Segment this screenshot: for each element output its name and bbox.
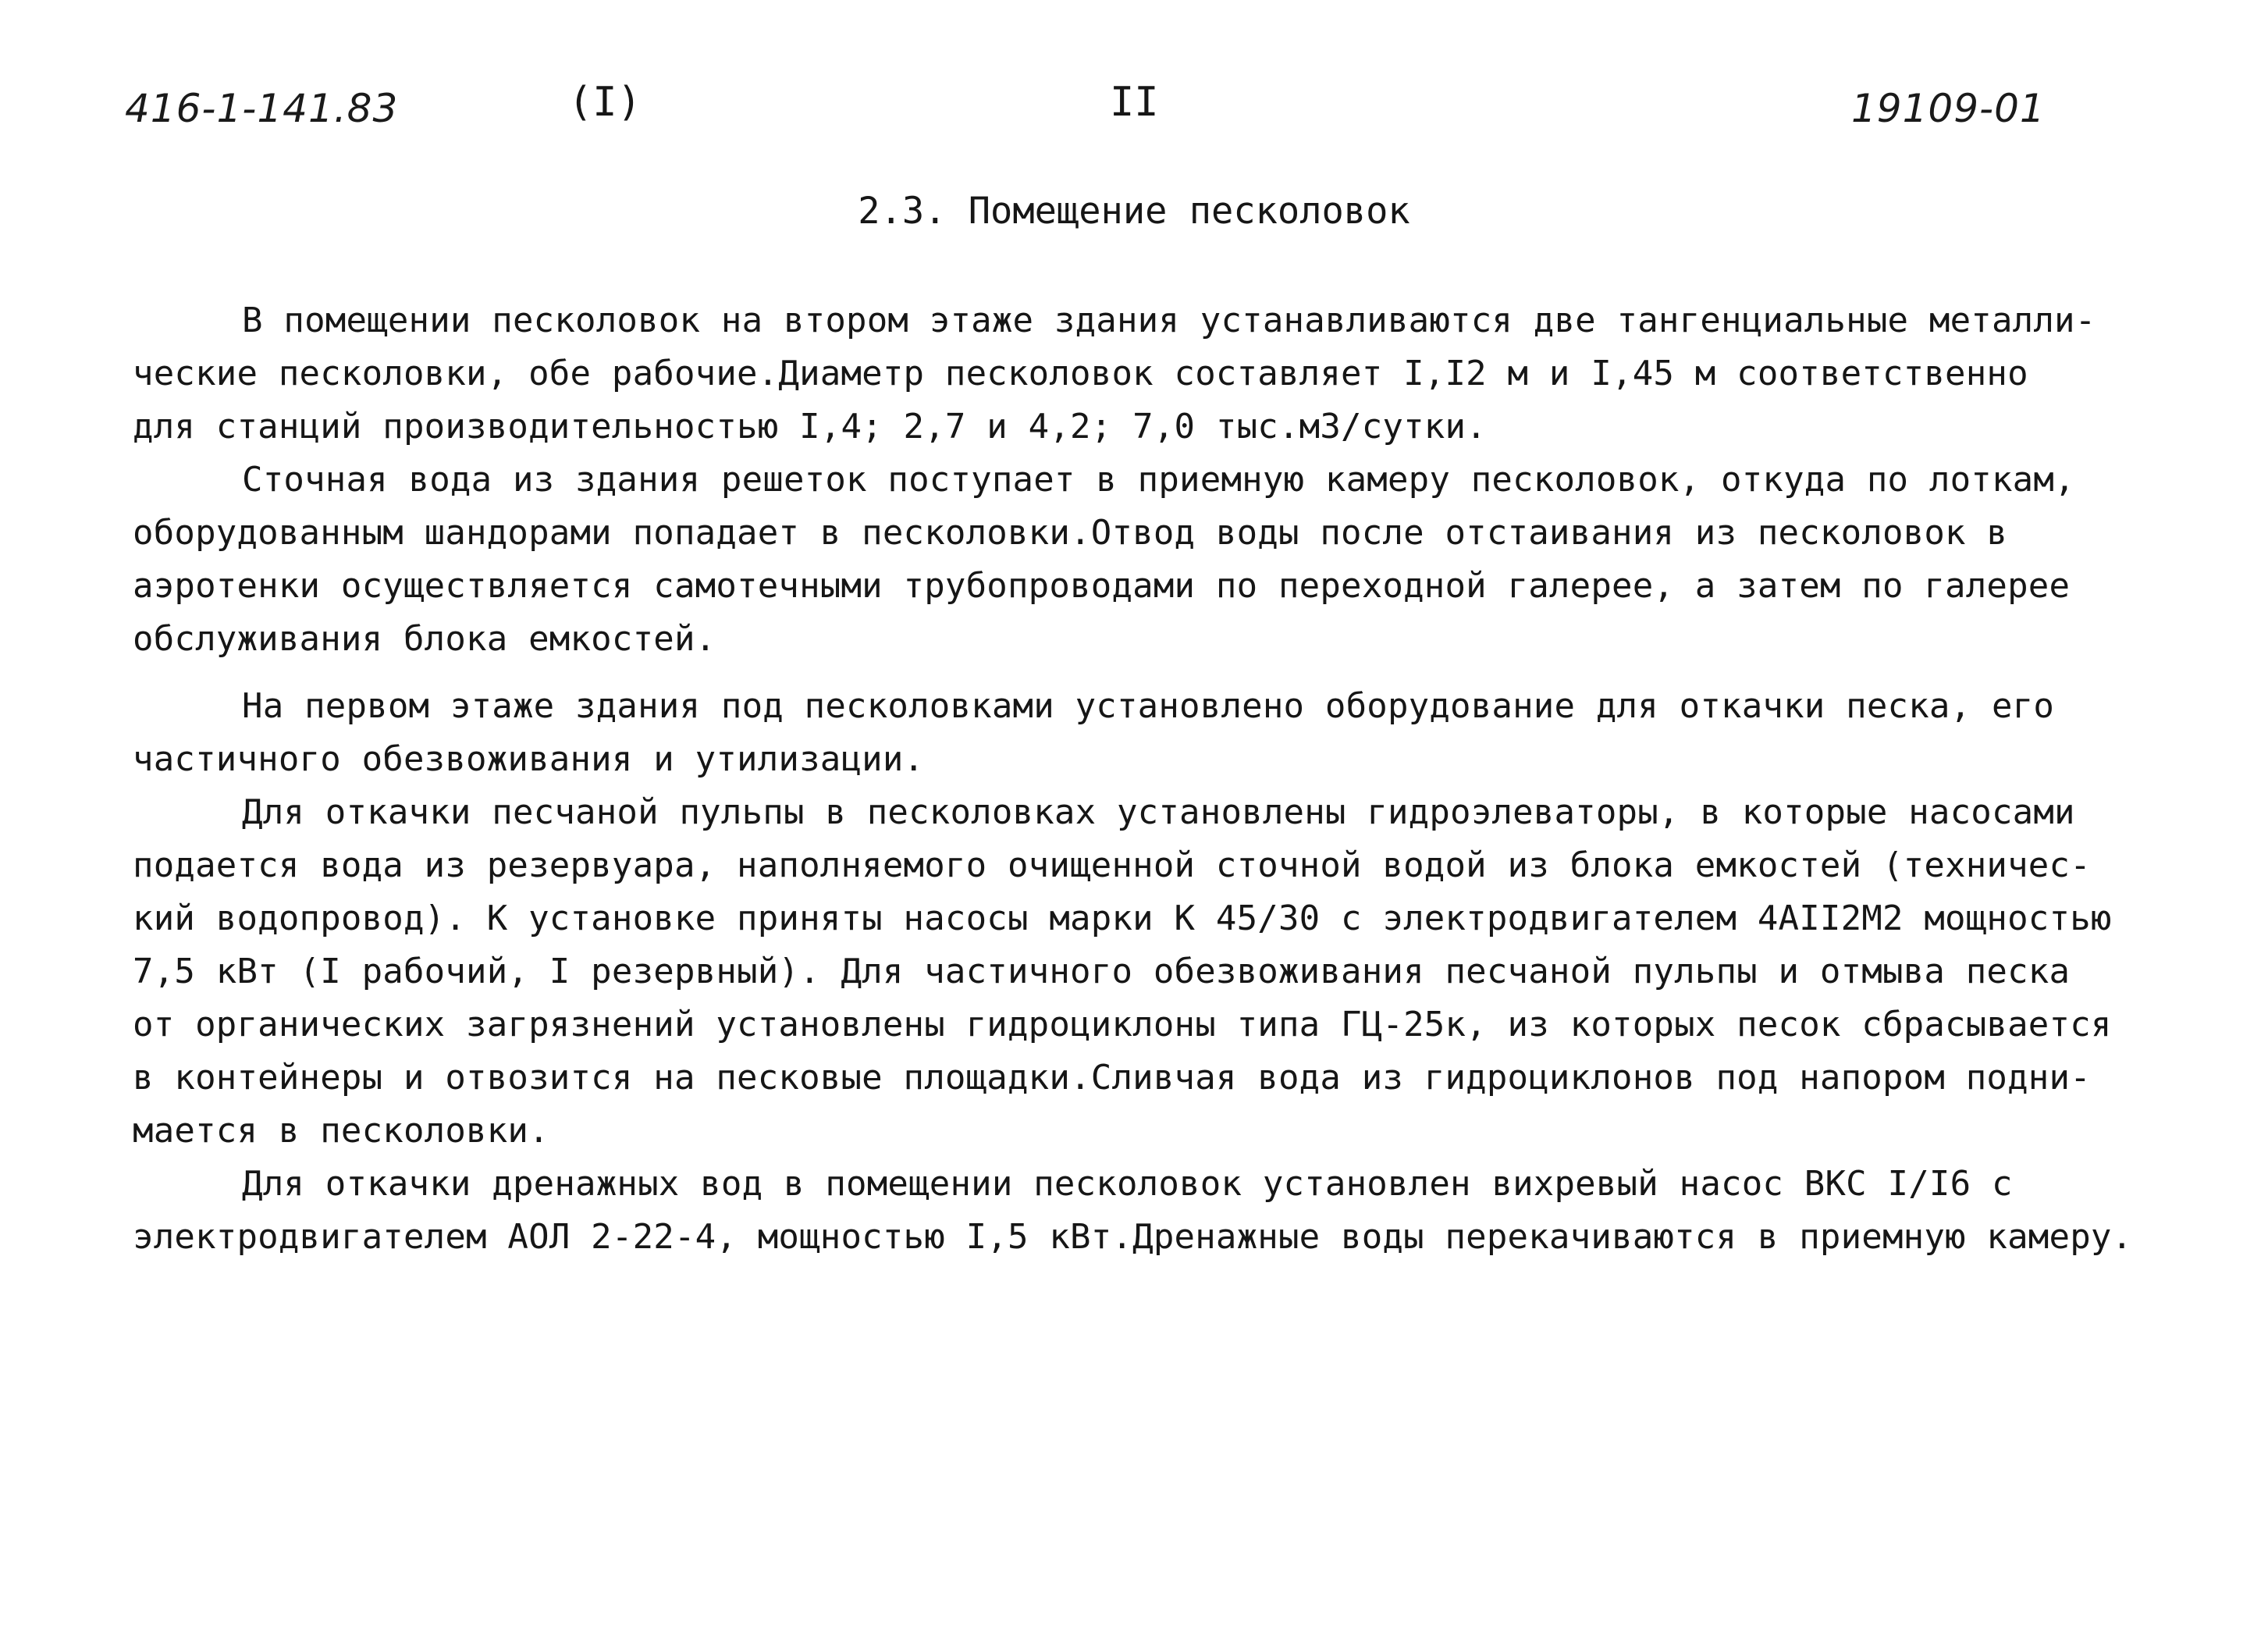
text-line: частичного обезвоживания и утилизации.	[133, 739, 925, 779]
text-line: обслуживания блока емкостей.	[133, 619, 716, 659]
inventory-number-handwritten: 19109-01	[1851, 86, 2046, 131]
text-line: На первом этаже здания под песколовками установлено оборудование для откачки песка, его	[242, 686, 2055, 726]
text-line: мается в песколовки.	[133, 1111, 549, 1151]
text-line: кий водопровод). К установке приняты насосы марки К 45/30 с электродвигателем 4АII2М2 мощностью	[133, 898, 2112, 938]
page-number: II	[1110, 79, 1159, 126]
text-line: подается вода из резервуара, наполняемого очищенной сточной водой из блока емкостей (техничес-	[133, 845, 2091, 885]
text-line: для станций производительностью I,4; 2,7 и 4,2; 7,0 тыс.м3/сутки.	[133, 407, 1487, 447]
text-line: оборудованным шандорами попадает в песколовки.Отвод воды после отстаивания из песколовок в	[133, 513, 2008, 553]
text-line: от органических загрязнений установлены гидроциклоны типа ГЦ-25к, из которых песок сбрасывается	[133, 1005, 2112, 1044]
text-line: В помещении песколовок на втором этаже здания устанавливаются две тангенциальные металли-	[242, 301, 2096, 340]
text-line: Для откачки дренажных вод в помещении песколовок установлен вихревый насос ВКС I/I6 с	[242, 1164, 2013, 1204]
text-line: аэротенки осуществляется самотечными трубопроводами по переходной галерее, а затем по галерее	[133, 566, 2071, 606]
text-line: в контейнеры и отвозится на песковые площадки.Сливчая вода из гидроциклонов под напором подни-	[133, 1058, 2091, 1098]
text-line: Сточная вода из здания решеток поступает в приемную камеру песколовок, откуда по лоткам,	[242, 460, 2075, 500]
part-number: (I)	[568, 79, 642, 126]
text-line: 7,5 кВт (I рабочий, I резервный). Для частичного обезвоживания песчаной пульпы и отмыва песка	[133, 952, 2071, 991]
text-line: Для откачки песчаной пульпы в песколовках установлены гидроэлеваторы, в которые насосами	[242, 792, 2075, 832]
text-line: ческие песколовки, обе рабочие.Диаметр песколовок составляет I,I2 м и I,45 м соответственно	[133, 354, 2028, 393]
text-line: электродвигателем АОЛ 2-22-4, мощностью I,5 кВт.Дренажные воды перекачиваются в приемную камеру.	[133, 1217, 2133, 1257]
section-title: 2.3. Помещение песколовок	[858, 190, 1410, 233]
doc-code-handwritten: 416-1-141.83	[125, 86, 399, 131]
